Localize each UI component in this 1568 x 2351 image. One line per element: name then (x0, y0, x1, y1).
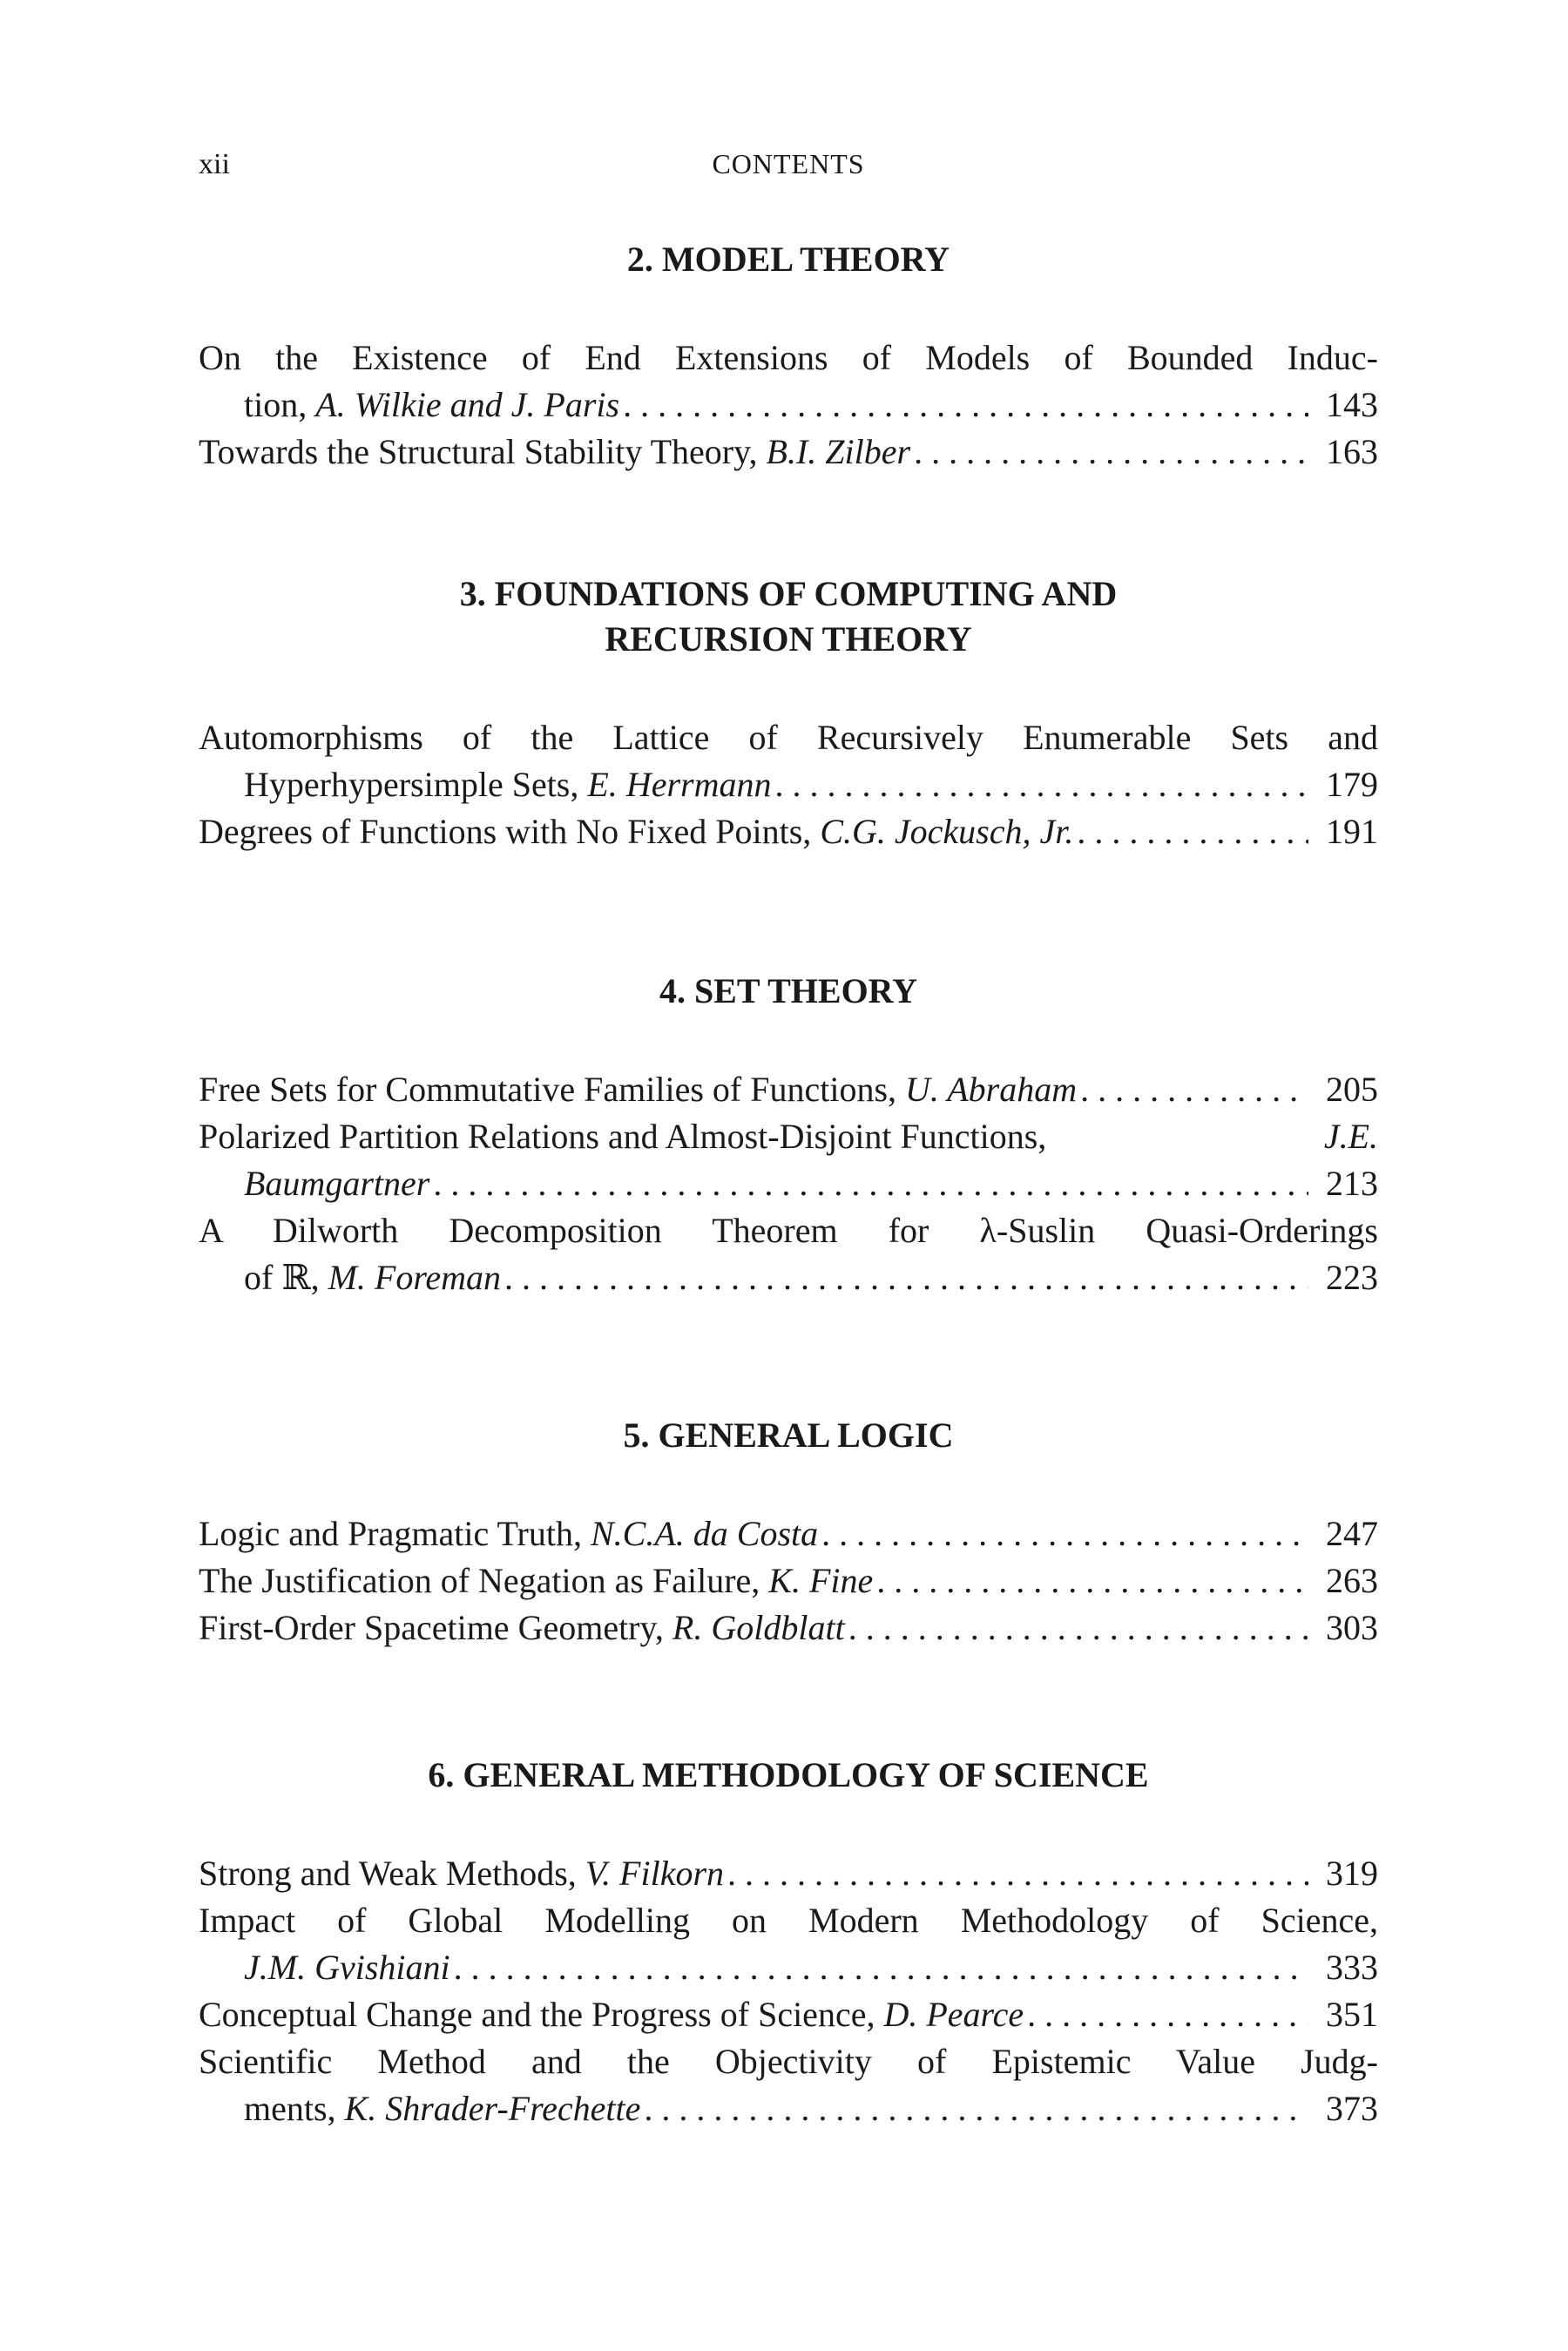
dot-leader (454, 1944, 1308, 1991)
dot-leader (727, 1850, 1308, 1897)
entry-author: Baumgartner (244, 1164, 430, 1203)
entry-title-line: A Dilworth Decomposition Theorem for λ-Suslin Quasi-Orderings (199, 1211, 1378, 1250)
entry-title: tion, (244, 385, 308, 424)
toc-entry (199, 1510, 1378, 1557)
section-general-logic (199, 1413, 1378, 1652)
entry-author: B.I. Zilber (766, 432, 911, 471)
entry-author: M. Foreman (328, 1258, 502, 1297)
entry-title: The Justification of Negation as Failure, (199, 1561, 760, 1600)
entry-page-number: 333 (1326, 1948, 1378, 1987)
dot-leader (821, 1510, 1308, 1557)
entry-title-line: Scientific Method and the Objectivity of Epistemic Value Judg- (199, 2042, 1378, 2081)
entry-title: Logic and Pragmatic Truth, (199, 1514, 582, 1553)
entry-page-number: 319 (1326, 1854, 1378, 1893)
toc-entry (199, 1207, 1378, 1301)
entry-title: Free Sets for Commutative Families of Functions, (199, 1070, 897, 1109)
section-foundations-computing (199, 571, 1378, 855)
entry-title: Strong and Weak Methods, (199, 1854, 577, 1893)
entry-page-number: 247 (1326, 1514, 1378, 1553)
dot-leader (848, 1604, 1308, 1652)
entry-author: K. Fine (768, 1561, 874, 1600)
entry-title: ments, (244, 2089, 336, 2128)
entry-title: First-Order Spacetime Geometry, (199, 1608, 664, 1647)
section-heading: 6. GENERAL METHODOLOGY OF SCIENCE (428, 1755, 1149, 1794)
section-heading: 5. GENERAL LOGIC (623, 1415, 954, 1455)
dot-leader (876, 1557, 1308, 1604)
section-general-methodology (199, 1753, 1378, 2132)
entry-page-number: 303 (1326, 1608, 1378, 1647)
dot-leader (504, 1254, 1308, 1301)
entry-title: Degrees of Functions with No Fixed Points, (199, 812, 812, 851)
section-heading-line: 3. FOUNDATIONS OF COMPUTING AND (459, 574, 1118, 613)
toc-entry (199, 429, 1378, 476)
dot-leader (1077, 808, 1308, 855)
entry-author: D. Pearce (883, 1995, 1024, 2034)
entry-page-number: 351 (1326, 1995, 1378, 2034)
entry-page-number: 191 (1326, 812, 1378, 851)
page-folio: xii (199, 148, 230, 180)
running-head (199, 148, 1378, 192)
entry-page-number: 373 (1326, 2089, 1378, 2128)
entry-author: E. Herrmann (587, 765, 772, 804)
entry-author: U. Abraham (905, 1070, 1078, 1109)
entry-author: C.G. Jockusch, Jr. (820, 812, 1074, 851)
entry-page-number: 213 (1326, 1164, 1378, 1203)
section-heading: 2. MODEL THEORY (626, 240, 950, 279)
entry-author: K. Shrader-Frechette (344, 2089, 641, 2128)
entry-title-line: Polarized Partition Relations and Almost-Disjoint Functions, (199, 1117, 1047, 1156)
section-set-theory (199, 969, 1378, 1301)
dot-leader (914, 429, 1308, 476)
entry-page-number: 143 (1326, 385, 1378, 424)
section-heading (199, 571, 1378, 662)
entry-page-number: 179 (1326, 765, 1378, 804)
entry-title-line: Impact of Global Modelling on Modern Methodology of Science, (199, 1901, 1378, 1940)
running-head-title: CONTENTS (712, 148, 865, 179)
entry-title-line: On the Existence of End Extensions of Models of Bounded Induc- (199, 338, 1378, 377)
toc-entry (199, 2038, 1378, 2132)
toc-entry (199, 334, 1378, 429)
entry-author: A. Wilkie and J. Paris (315, 385, 620, 424)
dot-leader (1080, 1066, 1308, 1113)
dot-leader (433, 1160, 1308, 1207)
entry-title-line: Automorphisms of the Lattice of Recursively Enumerable Sets and (199, 718, 1378, 757)
toc-entry (199, 1604, 1378, 1652)
dot-leader (1027, 1991, 1308, 2038)
toc-entry (199, 1113, 1378, 1207)
entry-page-number: 163 (1326, 432, 1378, 471)
entry-title: Conceptual Change and the Progress of Science, (199, 1995, 875, 2034)
entry-author: V. Filkorn (585, 1854, 725, 1893)
entry-author: J.M. Gvishiani (244, 1948, 450, 1987)
entry-page-number: 205 (1326, 1070, 1378, 1109)
entry-page-number: 263 (1326, 1561, 1378, 1600)
dot-leader (774, 761, 1308, 808)
entry-author: N.C.A. da Costa (590, 1514, 819, 1553)
section-heading: 4. SET THEORY (659, 971, 918, 1010)
toc-entry (199, 808, 1378, 855)
dot-leader (623, 382, 1308, 429)
toc-entry (199, 714, 1378, 808)
toc-entry (199, 1066, 1378, 1113)
toc-entry (199, 1991, 1378, 2038)
toc-entry (199, 1897, 1378, 1991)
entry-title: of ℝ, (244, 1258, 320, 1297)
entry-author-part: J.E. (1323, 1117, 1378, 1156)
entry-title: Hyperhypersimple Sets, (244, 765, 579, 804)
dot-leader (644, 2085, 1308, 2132)
entry-author: R. Goldblatt (672, 1608, 845, 1647)
toc-entry (199, 1850, 1378, 1897)
section-model-theory (199, 237, 1378, 476)
toc-entry (199, 1557, 1378, 1604)
entry-title: Towards the Structural Stability Theory, (199, 432, 758, 471)
section-heading-line: RECURSION THEORY (605, 619, 972, 659)
entry-page-number: 223 (1326, 1258, 1378, 1297)
